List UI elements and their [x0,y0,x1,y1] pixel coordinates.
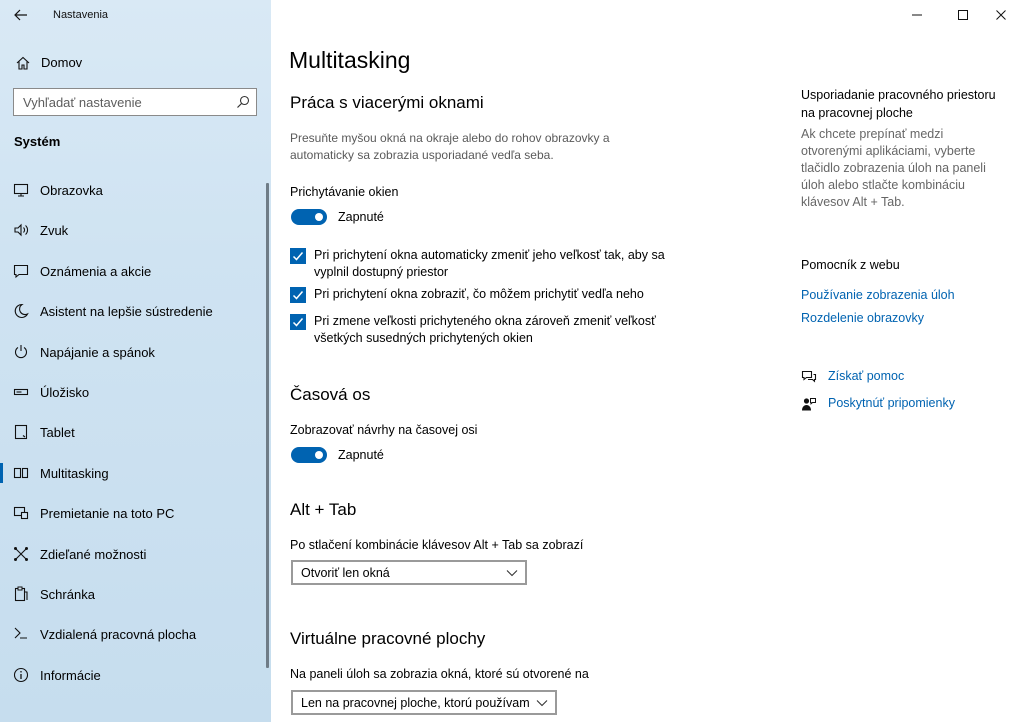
section-title: Systém [14,134,61,149]
chevron-down-icon [536,699,548,707]
tablet-icon [13,424,29,440]
search-box [13,88,257,116]
sidebar-item-display[interactable] [0,170,263,210]
search-icon[interactable] [236,95,250,109]
sidebar-item-tablet[interactable] [0,412,263,452]
sidebar [0,0,271,722]
titlebar-left [0,0,271,32]
toggle-knob [315,213,323,221]
alttab-dropdown[interactable] [291,560,527,585]
toggle-knob [315,451,323,459]
chevron-down-icon [506,569,518,577]
timeline-toggle[interactable] [291,447,327,463]
clipboard-icon [13,586,29,602]
sidebar-item-label: Zvuk [40,223,69,239]
sidebar-item-clipboard[interactable] [0,574,263,614]
timeline-heading: Časová os [290,385,371,404]
sidebar-item-label: Oznámenia a akcie [40,263,152,279]
checkbox-label: Pri prichytení okna automaticky zmeniť jeho veľkosť tak, aby sa vyplnil dostupný priestor [314,248,665,279]
sidebar-item-label: Vzdialená pracovná plocha [40,627,197,643]
snap-toggle-state: Zapnuté [338,210,384,224]
sidebar-item-projecting[interactable] [0,493,263,533]
dropdown-value: Len na pracovnej ploche, ktorú používam [301,696,530,710]
virtual-dropdown[interactable] [291,690,557,715]
notification-icon [13,263,29,279]
link-split-screen[interactable]: Rozdelenie obrazovky [801,311,924,325]
projecting-icon [13,505,29,521]
sidebar-item-focus-assist[interactable] [0,291,263,331]
link-task-view[interactable]: Používanie zobrazenia úloh [801,288,955,302]
sidebar-nav [0,170,271,695]
sidebar-item-remote-desktop[interactable] [0,614,263,654]
checkbox-resize-adjacent[interactable] [290,314,306,330]
get-help-label: Získať pomoc [828,369,905,383]
sidebar-item-label: Zdieľané možnosti [40,546,147,562]
sidebar-item-power[interactable] [0,332,263,372]
shared-icon [13,546,29,562]
snap-toggle[interactable] [291,209,327,225]
sidebar-item-label: Napájanie a spánok [40,344,155,360]
page-title: Multitasking [289,47,411,73]
multitasking-icon [13,465,29,481]
sidebar-item-label: Obrazovka [40,183,103,198]
remote-icon [13,626,29,642]
speaker-icon [13,222,29,238]
help-chat-icon [801,369,817,385]
checkbox-label: Pri zmene veľkosti prichyteného okna zároveň zmeniť veľkosť všetkých susedných prichytených okien [314,314,656,345]
timeline-toggle-title: Zobrazovať návrhy na časovej osi [290,423,478,437]
sidebar-item-shared-experiences[interactable] [0,534,263,574]
sidebar-scrollbar[interactable] [266,183,269,668]
alttab-heading: Alt + Tab [290,500,357,519]
feedback-icon [801,396,817,412]
back-arrow-icon [14,9,28,21]
virtual-label: Na paneli úloh sa zobrazia okná, ktoré sú otvorené na [290,667,589,681]
sidebar-item-label: Multitasking [40,465,109,481]
snap-description: Presuňte myšou okná na okraje alebo do rohov obrazovky a automaticky sa zobrazia usporiadané vedľa seba. [290,131,610,162]
monitor-icon [13,182,29,198]
sidebar-item-label: Úložisko [40,384,90,400]
sidebar-item-label: Informácie [40,667,101,683]
home-icon [15,55,31,71]
moon-icon [13,303,29,319]
checkbox-label: Pri prichytení okna zobraziť, čo môžem prichytiť vedľa neho [314,287,644,301]
sidebar-item-label: Schránka [40,586,95,602]
sidebar-item-label: Asistent na lepšie sústredenie [40,304,213,320]
back-button[interactable] [8,4,34,26]
info-icon [13,667,29,683]
sidebar-item-sound[interactable] [0,210,263,250]
main-content [271,0,1024,722]
web-help-title: Pomocník z webu [801,258,900,272]
sidebar-item-label: Tablet [40,425,75,441]
checkmark-icon [292,316,304,328]
checkbox-resize[interactable] [290,248,306,264]
feedback-label: Poskytnúť pripomienky [828,396,955,410]
search-input[interactable] [14,89,233,115]
snap-toggle-title: Prichytávanie okien [290,185,399,199]
related-description: Ak chcete prepínať medzi otvorenými aplikáciami, vyberte tlačidlo zobrazenia úloh na paneli úloh alebo stlačte kombináciu klávesov Alt + Tab. [801,127,986,209]
sidebar-item-label: Premietanie na toto PC [40,506,175,522]
related-title: Usporiadanie pracovného priestoru na pracovnej ploche [801,88,996,120]
checkbox-show-next[interactable] [290,287,306,303]
checkmark-icon [292,250,304,262]
snap-heading: Práca s viacerými oknami [290,93,484,112]
alttab-label: Po stlačení kombinácie klávesov Alt + Tab sa zobrazí [290,538,584,552]
sidebar-item-about[interactable] [0,655,263,695]
home-link[interactable] [0,50,271,76]
home-label: Domov [41,55,83,70]
sidebar-item-multitasking[interactable] [0,453,263,493]
app-title: Nastavenia [53,9,109,21]
virtual-heading: Virtuálne pracovné plochy [290,629,486,648]
storage-icon [13,384,29,400]
power-icon [13,344,29,360]
dropdown-value: Otvoriť len okná [301,566,390,580]
timeline-toggle-state: Zapnuté [338,448,384,462]
checkmark-icon [292,289,304,301]
sidebar-item-storage[interactable] [0,372,263,412]
sidebar-item-notifications[interactable] [0,251,263,291]
